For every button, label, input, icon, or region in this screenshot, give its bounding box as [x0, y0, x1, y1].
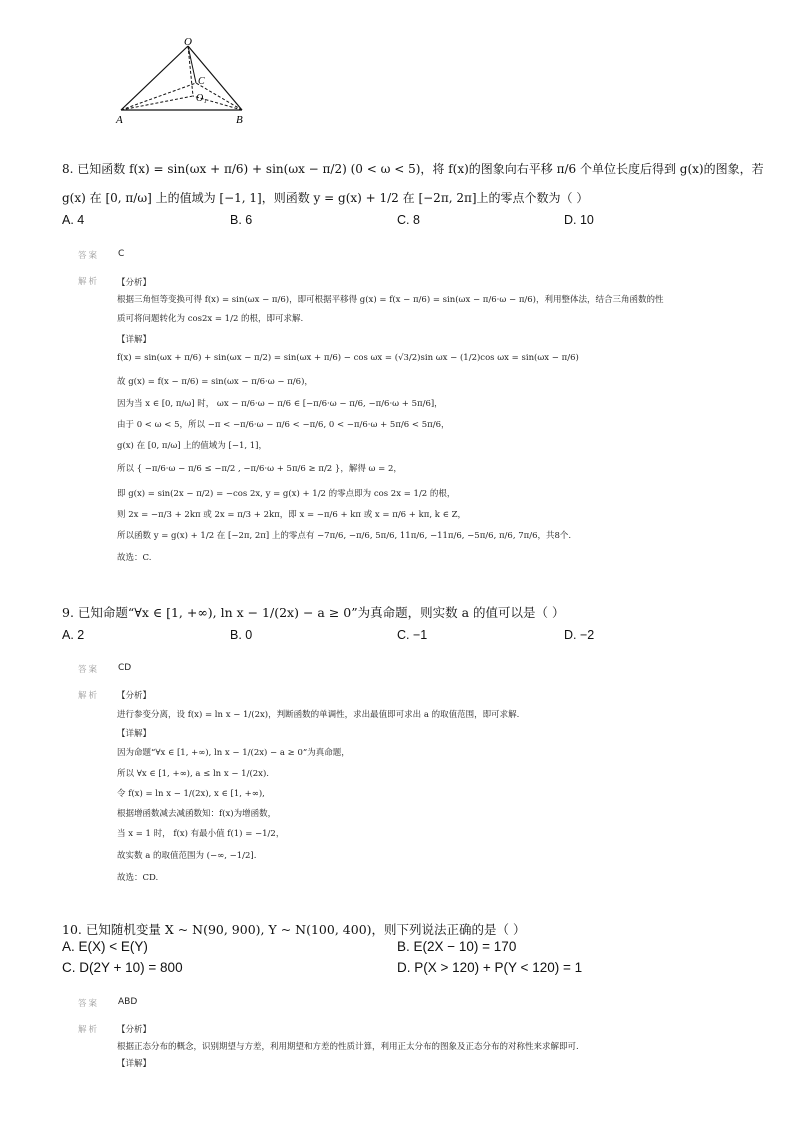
edge-AC	[121, 83, 196, 110]
q10-option-a: A. E(X) < E(Y)	[62, 939, 148, 954]
q8-stem-line2: g(x) 在 [0, π/ω] 上的值域为 [−1, 1]，则函数 y = g(x) + 1/2 在 [−2π, 2π]上的零点个数为（ ）	[62, 191, 589, 205]
q9-stem: 9. 已知命题“∀x ∈ [1, +∞), ln x − 1/(2x) − a ≥ 0”为真命题，则实数 a 的值可以是（ ）	[62, 605, 565, 620]
pyramid-figure	[108, 36, 258, 128]
q8-option-d: D. 10	[564, 213, 594, 227]
q9-option-d: D. −2	[564, 628, 595, 642]
q9-solution-9: 故选：CD.	[117, 873, 159, 883]
q9-solution-8: 故实数 a 的取值范围为 (−∞, −1/2].	[117, 851, 257, 861]
q8-solution-6: 因为当 x ∈ [0, π/ω] 时， ωx − π/6·ω − π/6 ∈ [−π/6·ω − π/6, −π/6·ω + 5π/6]，	[117, 399, 443, 409]
edge-OO1	[188, 46, 193, 96]
q8-stem-line1: 8. 已知函数 f(x) = sin(ωx + π/6) + sin(ωx − π/2) (0 < ω < 5)，将 f(x)的图象向右平移 π/6 个单位长度后得到 g(x)的图象，若	[62, 162, 764, 176]
edge-AO1	[121, 96, 193, 110]
q10-answer-value: ABD	[118, 997, 138, 1007]
q10-solution-0: 【分析】	[117, 1025, 152, 1035]
q9-solution-6: 根据增函数减去减函数知：f(x)为增函数，	[117, 809, 277, 819]
q8-solution-11: 则 2x = −π/3 + 2kπ 或 2x = π/3 + 2kπ，即 x = −π/6 + kπ 或 x = π/6 + kπ, k ∈ Z，	[117, 510, 467, 520]
q10-option-c: C. D(2Y + 10) = 800	[62, 960, 183, 975]
q9-solution-0: 【分析】	[117, 691, 152, 701]
q8-analysis-label: 解析	[78, 277, 100, 287]
label-C: C	[198, 76, 205, 87]
q9-option-a: A. 2	[62, 628, 85, 642]
q9-analysis-label: 解析	[78, 691, 100, 701]
q8-solution-8: g(x) 在 [0, π/ω] 上的值域为 [−1, 1]，	[117, 441, 267, 451]
label-A: A	[116, 114, 123, 126]
q8-solution-0: 【分析】	[117, 278, 152, 288]
q8-solution-9: 所以 { −π/6·ω − π/6 ≤ −π/2 , −π/6·ω + 5π/6 ≥ π/2 }，解得 ω = 2，	[117, 464, 402, 474]
q9-solution-2: 【详解】	[117, 729, 152, 739]
edge-OA	[121, 46, 188, 110]
q8-solution-12: 所以函数 y = g(x) + 1/2 在 [−2π, 2π] 上的零点有 −7π/6, −π/6, 5π/6, 11π/6, −11π/6, −5π/6, π/6, 7π/6，共8个.	[117, 531, 572, 541]
label-O1: O₁	[196, 93, 207, 104]
q10-option-d: D. P(X > 120) + P(Y < 120) = 1	[397, 960, 583, 975]
q8-solution-7: 由于 0 < ω < 5，所以 −π < −π/6·ω − π/6 < −π/6, 0 < −π/6·ω + 5π/6 < 5π/6，	[117, 420, 450, 430]
q9-answer-value: CD	[118, 663, 132, 673]
q10-option-b: B. E(2X − 10) = 170	[397, 939, 517, 954]
q9-solution-4: 所以 ∀x ∈ [1, +∞), a ≤ ln x − 1/(2x).	[117, 769, 269, 779]
q9-solution-7: 当 x = 1 时， f(x) 有最小值 f(1) = −1/2，	[117, 829, 285, 839]
q8-solution-3: 【详解】	[117, 335, 152, 345]
q8-solution-1: 根据三角恒等变换可得 f(x) = sin(ωx − π/6)，即可根据平移得 g(x) = f(x − π/6) = sin(ωx − π/6·ω − π/6)，利用整体法，结合三角函数的性	[117, 295, 664, 305]
q8-solution-5: 故 g(x) = f(x − π/6) = sin(ωx − π/6·ω − π/6)，	[117, 377, 313, 387]
q8-solution-4: f(x) = sin(ωx + π/6) + sin(ωx − π/2) = sin(ωx + π/6) − cos ωx = (√3/2)sin ωx − (1/2)cos ωx = sin(ωx − π/6)	[117, 353, 579, 363]
q9-solution-5: 令 f(x) = ln x − 1/(2x), x ∈ [1, +∞),	[117, 789, 265, 799]
q10-answer-label: 答案	[78, 999, 100, 1009]
q9-solution-3: 因为命题“∀x ∈ [1, +∞), ln x − 1/(2x) − a ≥ 0”为真命题，	[117, 748, 350, 758]
q10-solution-1: 根据正态分布的概念，识别期望与方差，利用期望和方差的性质计算，利用正太分布的图象及正态分布的对称性来求解即可.	[117, 1042, 579, 1052]
q10-stem: 10. 已知随机变量 X ~ N(90, 900), Y ~ N(100, 400)，则下列说法正确的是（ ）	[62, 922, 526, 937]
q8-option-b: B. 6	[230, 213, 253, 227]
q9-option-c: C. −1	[397, 628, 428, 642]
q8-answer-label: 答案	[78, 251, 100, 261]
q8-solution-10: 即 g(x) = sin(2x − π/2) = −cos 2x, y = g(x) + 1/2 的零点即为 cos 2x = 1/2 的根，	[117, 489, 456, 499]
label-B: B	[236, 114, 243, 126]
q8-solution-2: 质可将问题转化为 cos2x = 1/2 的根，即可求解.	[117, 314, 304, 324]
q8-solution-13: 故选：C.	[117, 553, 152, 563]
q8-option-a: A. 4	[62, 213, 85, 227]
q9-answer-label: 答案	[78, 665, 100, 675]
q10-solution-2: 【详解】	[117, 1059, 152, 1069]
label-O: O	[184, 36, 192, 48]
q8-answer-value: C	[118, 249, 125, 259]
q9-option-b: B. 0	[230, 628, 253, 642]
q10-analysis-label: 解析	[78, 1025, 100, 1035]
q8-option-c: C. 8	[397, 213, 420, 227]
q9-solution-1: 进行参变分离，设 f(x) = ln x − 1/(2x)，判断函数的单调性，求出最值即可求出 a 的取值范围，即可求解.	[117, 710, 520, 720]
